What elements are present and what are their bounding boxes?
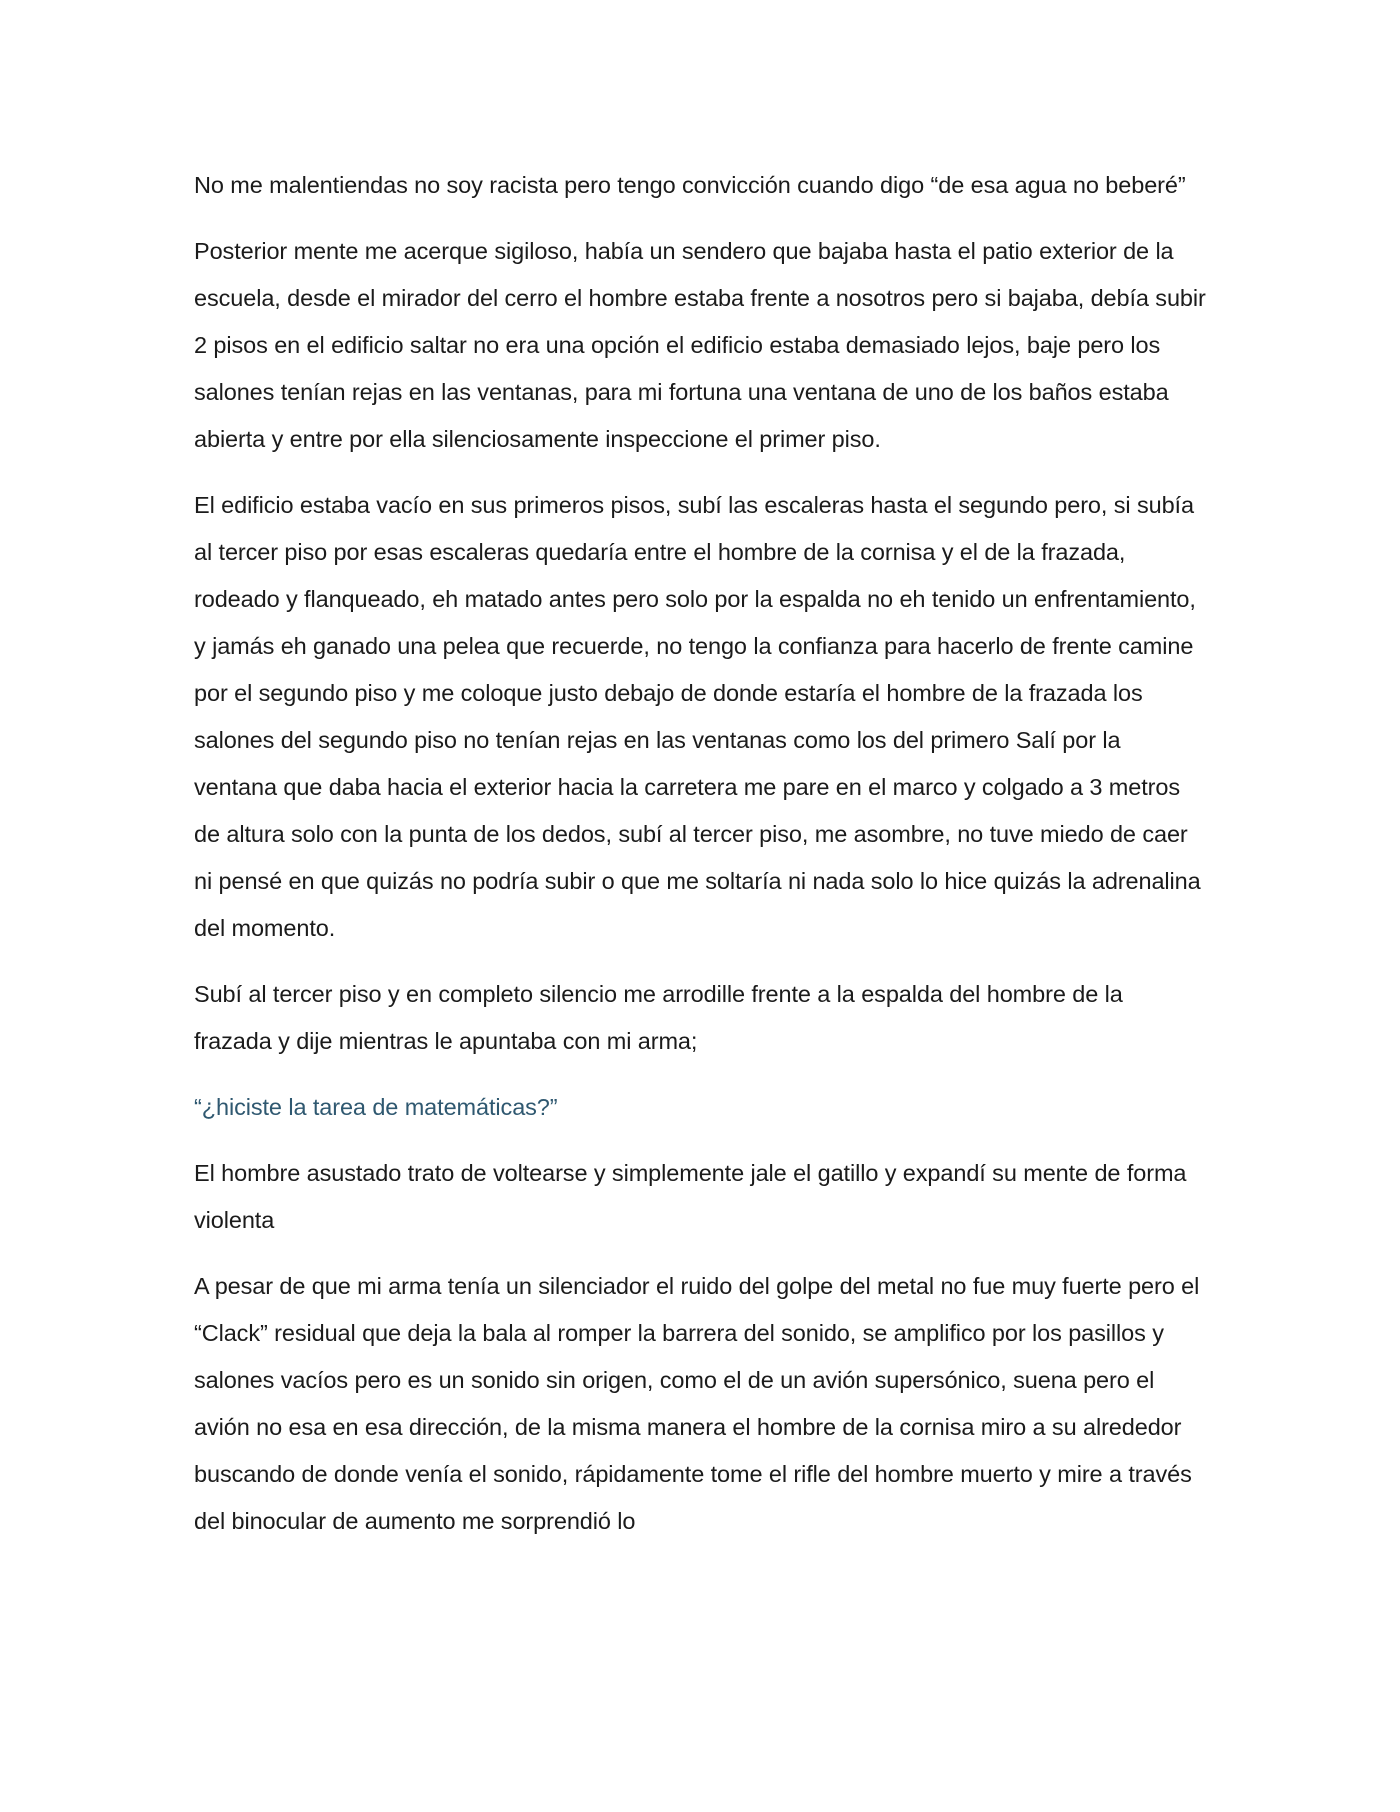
paragraph-3: El edificio estaba vacío en sus primeros pisos, subí las escaleras hasta el segundo pero, si subía al tercer piso por esas escaleras quedaría entre el hombre de la cornisa y el de la frazada, rodeado y flanqueado, eh matado antes pero solo por la espalda no eh tenido un enfrentamiento, y jamás eh ganado una pelea que recuerde, no tengo la confianza para hacerlo de frente camine por el segundo piso y me coloque justo debajo de donde estaría el hombre de la frazada los salones del segundo piso no tenían rejas en las ventanas como los del primero Salí por la ventana que daba hacia el exterior hacia la carretera me pare en el marco y colgado a 3 metros de altura solo con la punta de los dedos, subí al tercer piso, me asombre, no tuve miedo de caer ni pensé en que quizás no podría subir o que me soltaría ni nada solo lo hice quizás la adrenalina del momento. xyxy=(194,492,1201,941)
paragraph-7: A pesar de que mi arma tenía un silenciador el ruido del golpe del metal no fue muy fuerte pero el “Clack” residual que deja la bala al romper la barrera del sonido, se amplifico por los pasillos y salones vacíos pero es un sonido sin origen, como el de un avión supersónico, suena pero el avión no esa en esa dirección, de la misma manera el hombre de la cornisa miro a su alrededor buscando de donde venía el sonido, rápidamente tome el rifle del hombre muerto y mire a través del binocular de aumento me sorprendió lo xyxy=(194,1273,1200,1534)
dialogue-quote: “¿hiciste la tarea de matemáticas?” xyxy=(194,1094,558,1120)
paragraph-4: Subí al tercer piso y en completo silencio me arrodille frente a la espalda del hombre de la frazada y dije mientras le apuntaba con mi arma; xyxy=(194,981,1123,1054)
paragraph-1: No me malentiendas no soy racista pero tengo convicción cuando digo “de esa agua no beberé” xyxy=(194,172,1186,198)
paragraph-6: El hombre asustado trato de voltearse y simplemente jale el gatillo y expandí su mente de forma violenta xyxy=(194,1160,1187,1233)
document-body xyxy=(194,162,1206,1564)
paragraph-2: Posterior mente me acerque sigiloso, había un sendero que bajaba hasta el patio exterior de la escuela, desde el mirador del cerro el hombre estaba frente a nosotros pero si bajaba, debía subir 2 pisos en el edificio saltar no era una opción el edificio estaba demasiado lejos, baje pero los salones tenían rejas en las ventanas, para mi fortuna una ventana de uno de los baños estaba abierta y entre por ella silenciosamente inspeccione el primer piso. xyxy=(194,238,1206,452)
